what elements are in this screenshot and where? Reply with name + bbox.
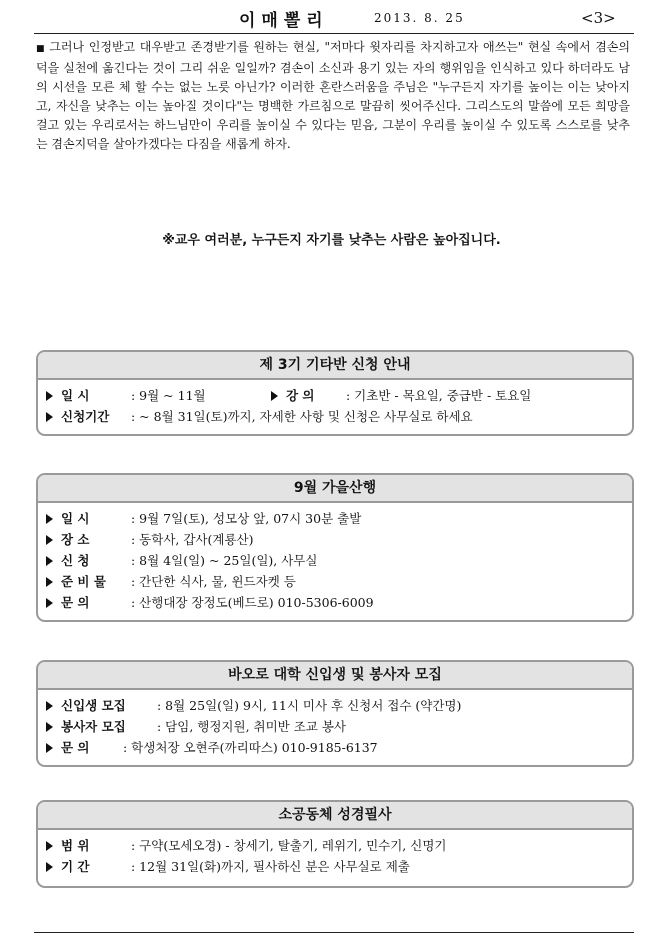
hiking-notice-box [36, 473, 634, 622]
list-item [46, 550, 632, 571]
arrow-bullet-icon [46, 598, 53, 608]
item-value: : 8월 4일(일) ~ 25일(일), 사무실 [131, 553, 318, 568]
paul-college-notice-box [36, 660, 634, 767]
list-item [46, 529, 632, 550]
arrow-bullet-icon [46, 862, 53, 872]
arrow-bullet-icon [46, 556, 53, 566]
newsletter-title: 이매뽈리 [239, 11, 329, 31]
hiking-notice-title: 9월 가을산행 [38, 475, 632, 503]
list-item [46, 695, 632, 716]
arrow-bullet-icon [271, 391, 278, 401]
item-label: 신입생 모집 [61, 698, 126, 713]
arrow-bullet-icon [46, 722, 53, 732]
arrow-bullet-icon [46, 391, 53, 401]
list-item [46, 716, 632, 737]
arrow-bullet-icon [46, 577, 53, 587]
guitar-period-value: : ~ 8월 31일(토)까지, 자세한 사항 및 신청은 사무실로 하세요 [131, 409, 473, 424]
list-item [46, 856, 632, 877]
item-value: : 학생처장 오현주(까리따스) 010-9185-6137 [123, 740, 378, 755]
page-header [34, 6, 634, 36]
bullet-square-icon: ■ [36, 44, 46, 54]
guitar-row-schedule [46, 385, 632, 406]
item-label: 봉사자 모집 [61, 719, 126, 734]
arrow-bullet-icon [46, 743, 53, 753]
arrow-bullet-icon [46, 514, 53, 524]
list-item [46, 571, 632, 592]
item-label: 준 비 물 [61, 574, 106, 589]
arrow-bullet-icon [46, 412, 53, 422]
guitar-row-period [46, 406, 632, 427]
homily-text: 그러나 인정받고 대우받고 존경받기를 원하는 현실, "저마다 윗자리를 차지하고자 애쓰는" 현실 속에서 겸손의 덕을 실천에 옮긴다는 것이 그리 쉬운 일일까? 겸손이 소신과 용기 있는 자의 행위임을 인식하고 있다 하더라도 남의 시선을 모른 체 할 수는 없는 노릇 아닌가? 이러한 혼란스러움을 주님은 "누구든지 자기를 높이는 이는 낮아지고, 자신을 낮추는 이는 높아질 것이다"는 명백한 가르침으로 말끔히 씻어주신다. 그리스도의 말씀에 모든 희망을 걸고 있는 우리로서는 하느님만이 우리를 높이실 수 있다는 믿음, 그분이 우리를 높이실 수 있도록 스스로를 낮추는 겸손지덕을 살아가겠다는 다짐을 새롭게 하자. [36, 40, 630, 151]
item-label: 일 시 [61, 511, 90, 526]
paul-college-notice-title: 바오로 대학 신입생 및 봉사자 모집 [38, 662, 632, 690]
item-label: 문 의 [61, 740, 90, 755]
guitar-notice-title: 제 3기 기타반 신청 안내 [38, 352, 632, 380]
guitar-date-value: : 9월 ~ 11월 [131, 388, 206, 403]
item-value: : 간단한 식사, 물, 윈드자켓 등 [131, 574, 296, 589]
list-item [46, 737, 632, 758]
arrow-bullet-icon [46, 841, 53, 851]
guitar-period-label: 신청기간 [61, 409, 110, 424]
issue-date: 2013. 8. 25 [374, 11, 465, 25]
item-value: : 동학사, 갑사(계룡산) [131, 532, 254, 547]
arrow-bullet-icon [46, 701, 53, 711]
list-item [46, 835, 632, 856]
item-value: : 8월 25일(일) 9시, 11시 미사 후 신청서 접수 (약간명) [157, 698, 462, 713]
bible-notice-box [36, 800, 634, 888]
bible-notice-title: 소공동체 성경필사 [38, 802, 632, 830]
homily-paragraph [36, 38, 630, 154]
item-value: : 12월 31일(화)까지, 필사하신 분은 사무실로 제출 [131, 859, 410, 874]
list-item [46, 508, 632, 529]
list-item [46, 592, 632, 613]
item-value: : 담임, 행정지원, 취미반 조교 봉사 [157, 719, 347, 734]
item-label: 장 소 [61, 532, 90, 547]
item-label: 범 위 [61, 838, 90, 853]
emphasis-line: ※교우 여러분, 누구든지 자기를 낮추는 사람은 높아집니다. [162, 233, 501, 248]
item-value: : 구약(모세오경) - 창세기, 탈출기, 레위기, 민수기, 신명기 [131, 838, 447, 853]
item-label: 신 청 [61, 553, 90, 568]
item-value: : 산행대장 장정도(베드로) 010-5306-6009 [131, 595, 374, 610]
guitar-class-value: : 기초반 - 목요일, 중급반 - 토요일 [346, 388, 532, 403]
item-label: 기 간 [61, 859, 90, 874]
guitar-notice-box [36, 350, 634, 436]
header-rule [34, 33, 634, 34]
footer-rule [34, 932, 634, 933]
guitar-date-label: 일 시 [61, 388, 90, 403]
item-label: 문 의 [61, 595, 90, 610]
guitar-class-label: 강 의 [286, 388, 315, 403]
arrow-bullet-icon [46, 535, 53, 545]
item-value: : 9월 7일(토), 성모상 앞, 07시 30분 출발 [131, 511, 362, 526]
page-number: <3> [581, 9, 616, 27]
